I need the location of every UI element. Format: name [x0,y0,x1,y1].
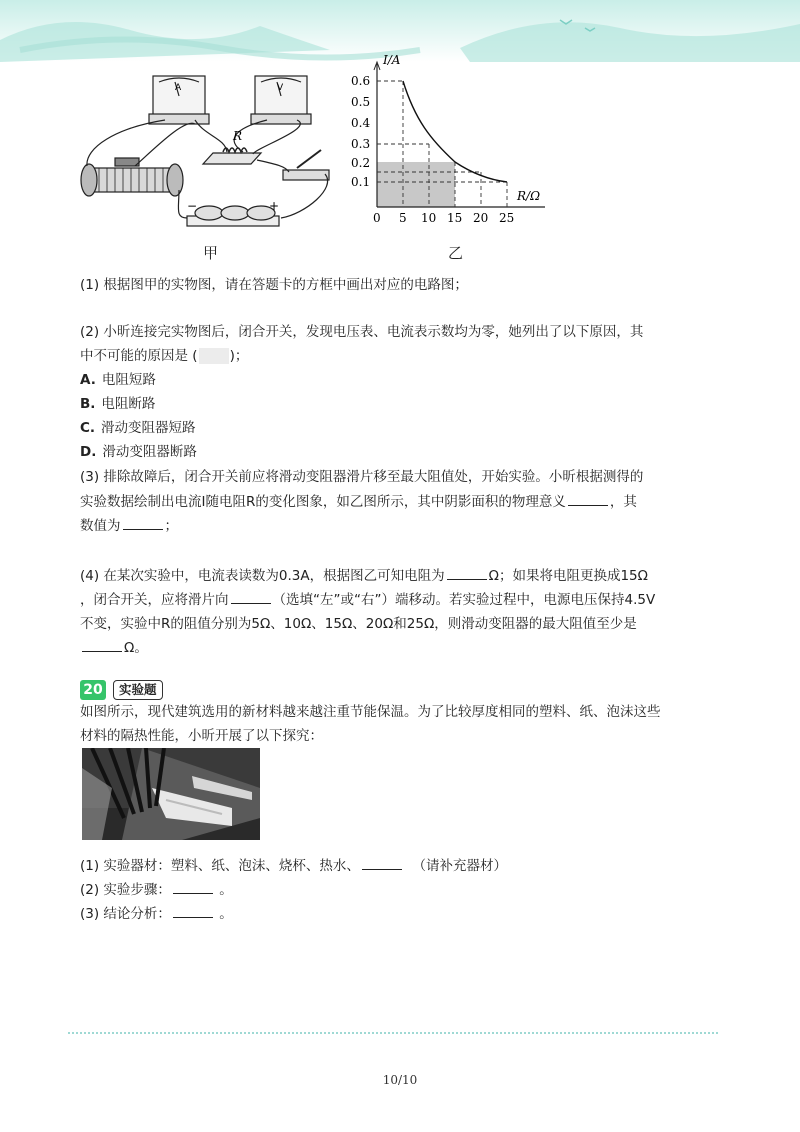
option-a [80,370,156,390]
q19-part3-text-c: 数值为 [80,518,121,534]
battery-plus: + [269,199,280,213]
resistor-label: R [233,129,243,143]
q19-part2-text-b: )； [229,348,249,364]
option-c [80,418,196,438]
q20-intro-line2: 材料的隔热性能，小昕开展了以下探究： [80,728,323,744]
x-tick: 15 [447,211,463,225]
q19-part4-text-e: Ω。 [124,640,148,656]
q20-part3-text-b: 。 [219,906,233,922]
switch [283,170,329,180]
rheostat [87,168,177,192]
q19-part3-line1: (3) 排除故障后，闭合开关前应将滑动变阻器滑片移至最大阻值处，开始实验。小昕根据测得的 [80,469,644,485]
q20-part2-text-a: (2) 实验步骤： [80,882,171,898]
shaded-area [377,162,455,207]
y-tick: 0.1 [351,175,371,189]
q19-part3-text-b: ，其 [609,494,637,510]
q19-part4-line4 [80,638,148,658]
q19-part4-line1 [80,566,648,586]
q19-part4-line3: 不变，实验中R的阻值分别为5Ω、10Ω、15Ω、20Ω和25Ω，则滑动变阻器的最大阻值至少是 [80,616,637,632]
answer-blank[interactable] [82,638,122,652]
y-tick: 0.2 [351,156,371,170]
ammeter-label: A [175,83,182,93]
building-material-photo [82,748,260,840]
y-axis-label: I/A [383,53,401,67]
answer-blank[interactable] [123,516,163,530]
option-text: 滑动变阻器断路 [102,444,197,460]
y-tick: 0.6 [351,74,371,88]
q19-part3-text-a: 实验数据绘制出电流I随电阻R的变化图象，如乙图所示，其中阴影面积的物理意义 [80,494,566,510]
q20-part1-text-a: (1) 实验器材：塑料、纸、泡沫、烧杯、热水、 [80,858,360,874]
x-tick: 5 [399,211,407,225]
figure-caption-yi: 乙 [448,244,464,262]
option-text: 电阻断路 [101,396,156,412]
q20-part1-text-b: （请补充器材） [412,858,508,874]
option-label: B. [80,396,96,412]
current-resistance-graph [345,50,560,235]
q19-part4-line2 [80,590,655,610]
x-axis-label: R/Ω [517,189,541,203]
question-number: 20 [80,680,106,700]
option-label: D. [80,444,97,460]
q20-part1 [80,856,507,876]
q19-part4-text-d: （选填“左”或“右”）端移动。若实验过程中，电源电压保持4.5V [272,592,656,608]
q20-intro-line1: 如图所示，现代建筑选用的新材料越来越注重节能保温。为了比较厚度相同的塑料、纸、泡沫这些 [80,704,661,720]
q19-part3-line2 [80,492,637,512]
q19-part1: (1) 根据图甲的实物图，请在答题卡的方框中画出对应的电路图； [80,277,468,293]
option-text: 滑动变阻器短路 [101,420,196,436]
q19-part2-line1: (2) 小昕连接完实物图后，闭合开关，发现电压表、电流表示数均为零，她列出了以下原因，其 [80,324,644,340]
footer-divider [68,1032,718,1034]
y-tick: 0.3 [351,137,371,151]
answer-blank[interactable] [447,566,487,580]
page-number: 10/10 [382,1073,418,1087]
resistor [203,153,261,164]
q20-part2 [80,880,233,900]
q19-part3-text-d: ； [164,518,178,534]
q19-part4-text-b: Ω；如果将电阻更换成15Ω [488,568,648,584]
answer-paren-box[interactable] [199,348,229,364]
figure-caption-jia: 甲 [203,244,219,262]
y-tick: 0.4 [351,116,371,130]
x-tick: 25 [499,211,515,225]
q20-part3-text-a: (3) 结论分析： [80,906,171,922]
option-text: 电阻短路 [101,372,156,388]
option-label: C. [80,420,96,436]
q20-part2-text-b: 。 [219,882,233,898]
circuit-diagram [75,68,345,243]
origin-label: 0 [373,211,381,225]
voltmeter-label: V [277,83,284,93]
answer-blank[interactable] [173,904,213,918]
answer-blank[interactable] [173,880,213,894]
q19-part3-line3 [80,516,178,536]
q19-part2-line2 [80,346,248,366]
answer-blank[interactable] [362,856,402,870]
option-b [80,394,155,414]
x-tick: 10 [421,211,437,225]
q19-part4-text-a: (4) 在某次实验中，电流表读数为0.3A，根据图乙可知电阻为 [80,568,445,584]
q20-part3 [80,904,233,924]
q19-part2-text-a: 中不可能的原因是 ( [80,348,198,364]
battery-minus: − [187,199,198,213]
x-tick: 20 [473,211,489,225]
question-type-tag: 实验题 [113,680,163,700]
answer-blank[interactable] [231,590,271,604]
option-d [80,442,197,462]
q19-part4-text-c: ，闭合开关，应将滑片向 [80,592,229,608]
option-label: A. [80,372,96,388]
answer-blank[interactable] [568,492,608,506]
y-tick: 0.5 [351,95,371,109]
